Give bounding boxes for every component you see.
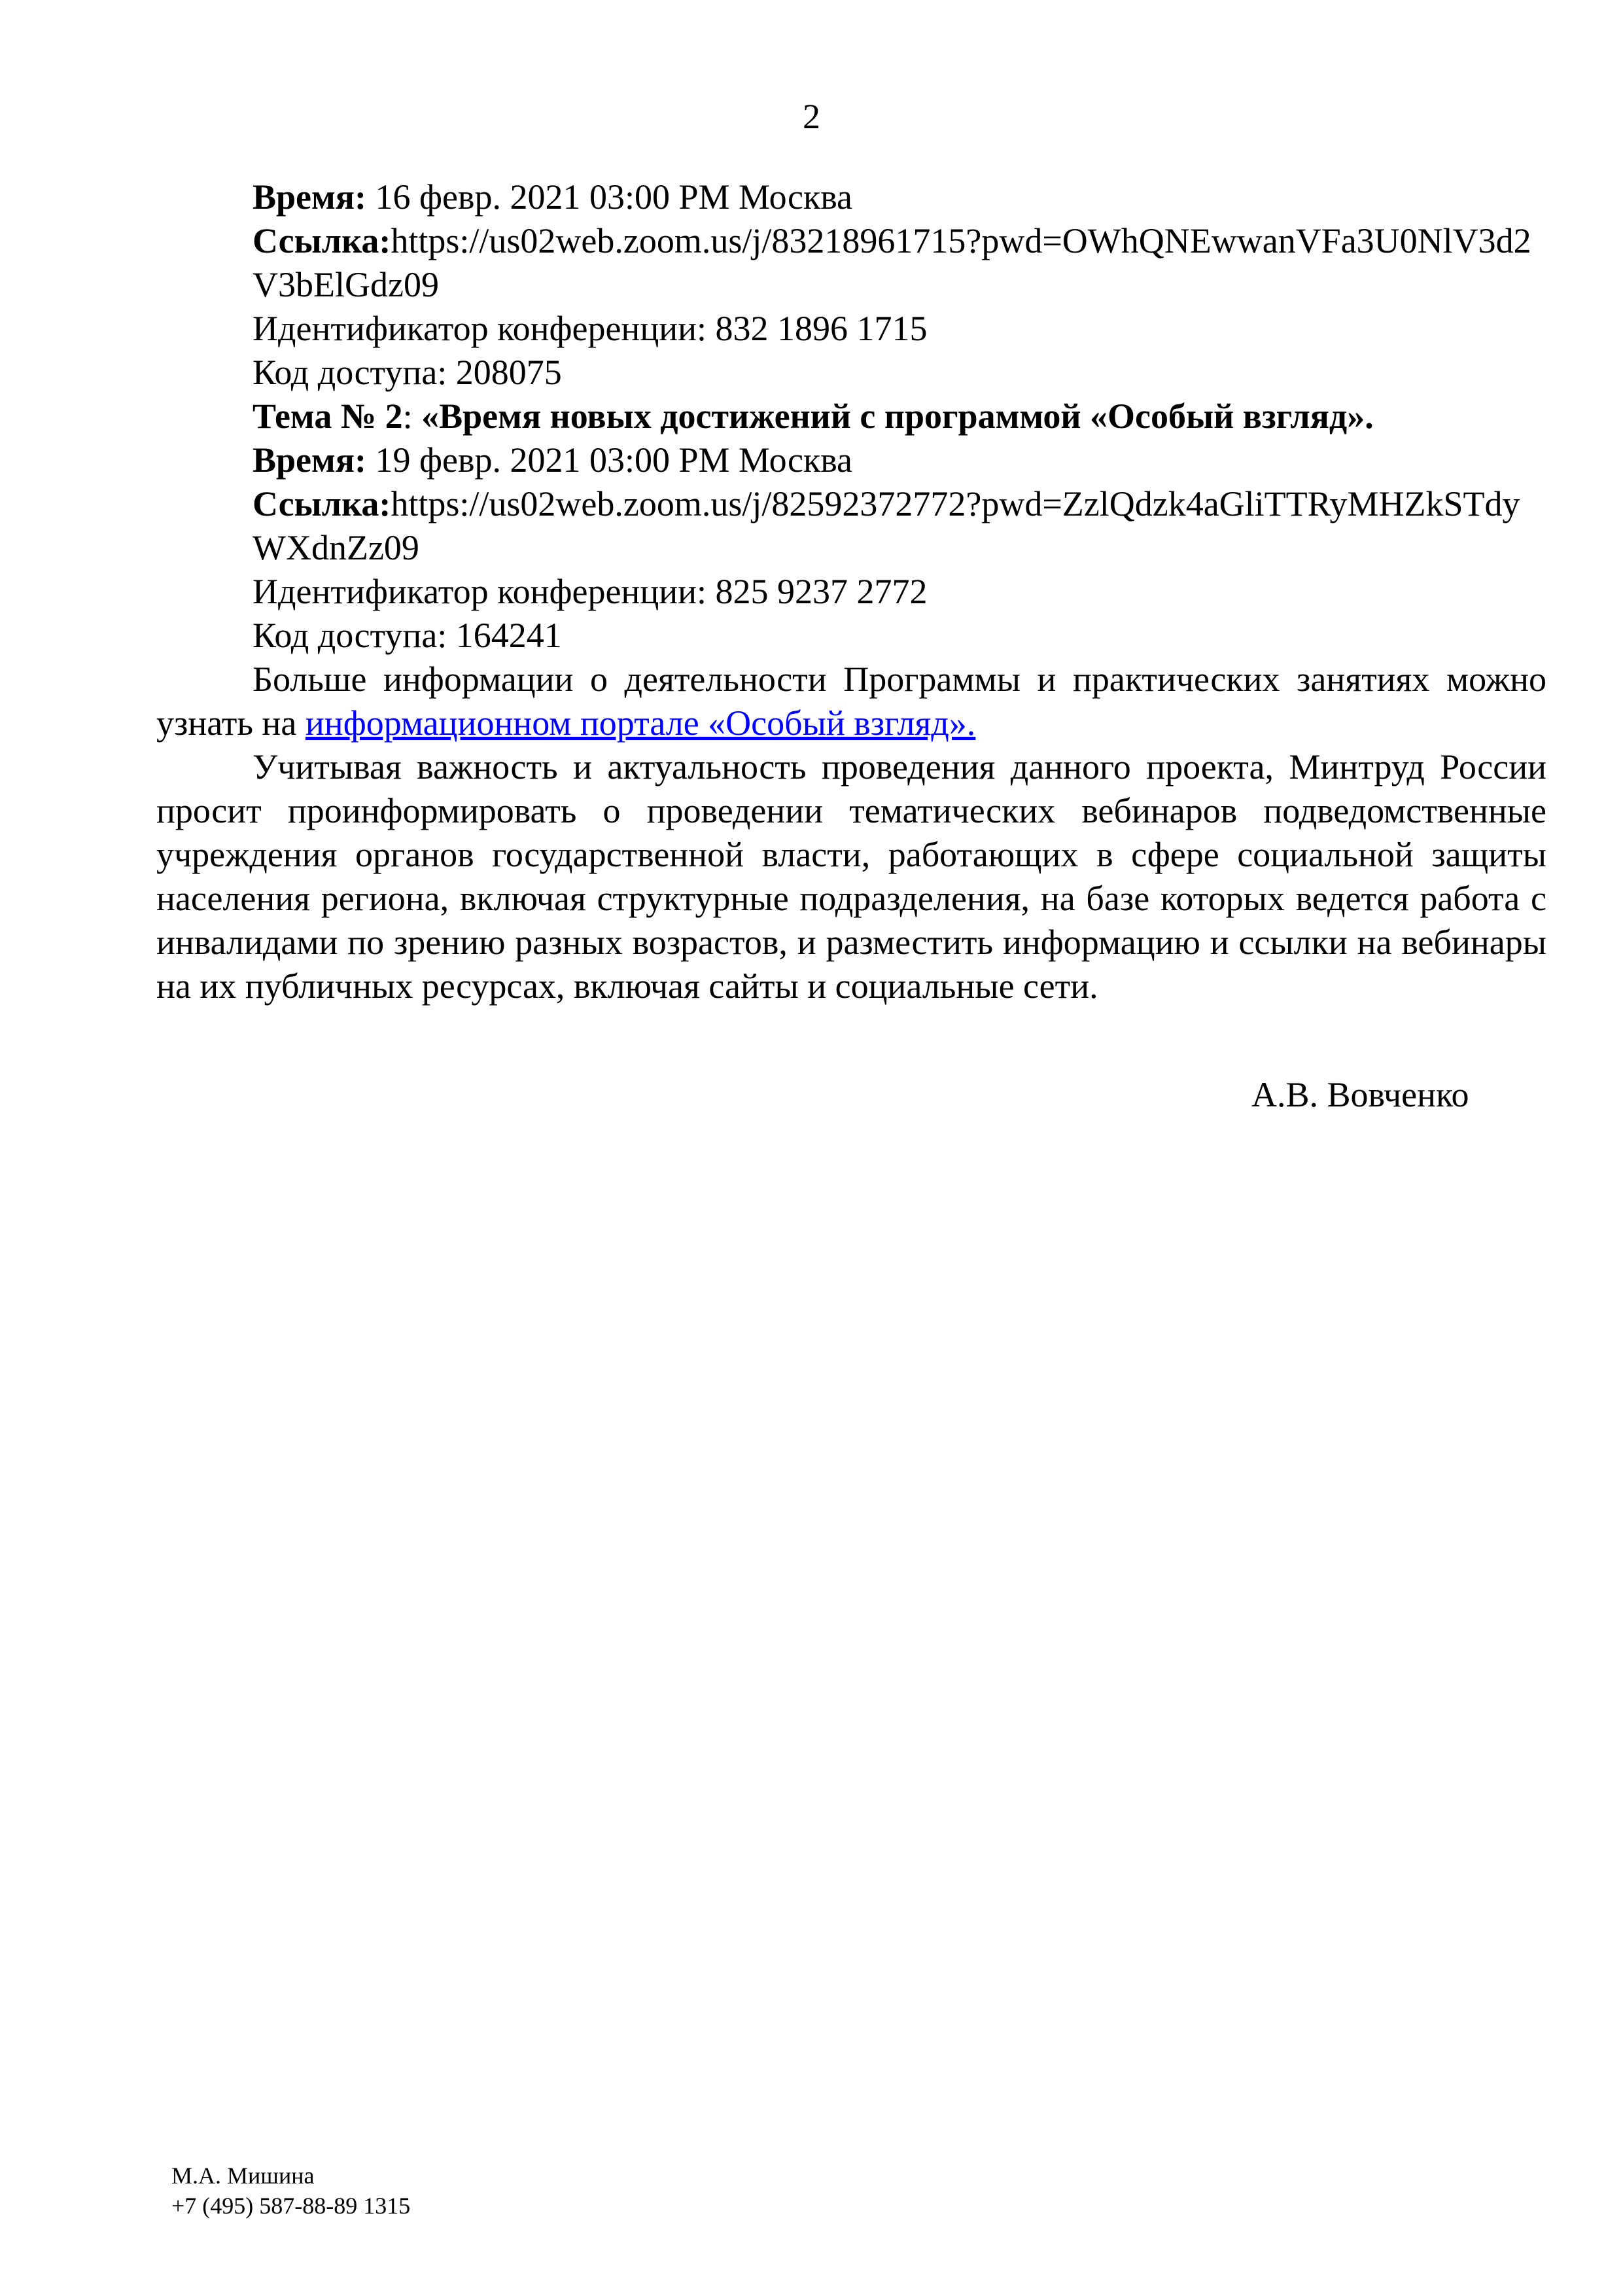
webinar1-conference-id: Идентификатор конференции: 832 1896 1715 [253, 309, 928, 348]
webinar2-time-label: Время: [253, 440, 366, 480]
executor-name: М.А. Мишина [171, 2163, 315, 2189]
webinar2-time [156, 438, 1546, 482]
topic2-title: «Время новых достижений с программой «Особый взгляд». [421, 397, 1374, 436]
signature: А.В. Вовченко [1251, 1075, 1469, 1114]
request-paragraph: Учитывая важность и актуальность проведения данного проекта, Минтруд России просит проинформировать о проведении тематических вебинаров подведомственные учреждения органов государственной власти, работающих в сфере социальной защиты населения региона, включая структурные подразделения, на базе которых ведется работа с инвалидами по зрению разных возрастов, и разместить информацию и ссылки на вебинары на их публичных ресурсах, включая сайты и социальные сети. [156, 747, 1546, 1006]
webinar2-conference-id: Идентификатор конференции: 825 9237 2772 [253, 572, 928, 611]
portal-link[interactable]: информационном портале «Особый взгляд». [305, 703, 976, 743]
webinar1-time-label: Время: [253, 177, 366, 217]
webinar1-time-value: 16 февр. 2021 03:00 PM Москва [366, 177, 852, 217]
more-info-text: Больше информации о деятельности Программы и практических занятиях можно узнать на [156, 660, 1546, 743]
topic2-label: Тема № 2 [253, 397, 403, 436]
topic2-heading [156, 395, 1546, 438]
webinar1-link [156, 219, 1546, 307]
webinar2-link-url[interactable]: https://us02web.zoom.us/j/82592372772?pwd=ZzlQdzk4aGliTTRyMHZkSTdyWXdnZz09 [253, 484, 1520, 567]
executor-phone: +7 (495) 587-88-89 1315 [171, 2193, 411, 2219]
footer [171, 2161, 410, 2221]
webinar2-access-code: Код доступа: 164241 [253, 616, 562, 655]
webinar2-link [156, 482, 1546, 570]
letter-body [156, 175, 1546, 1008]
webinar1-link-label: Ссылка: [253, 221, 391, 260]
more-info-paragraph [156, 658, 1546, 745]
webinar2-link-label: Ссылка: [253, 484, 391, 523]
webinar2-time-value: 19 февр. 2021 03:00 PM Москва [366, 440, 852, 480]
webinar1-time [156, 175, 1546, 219]
page-number: 2 [803, 97, 820, 136]
topic2-separator: : [402, 397, 422, 436]
webinar1-access-code: Код доступа: 208075 [253, 353, 562, 392]
webinar1-link-url[interactable]: https://us02web.zoom.us/j/83218961715?pwd=OWhQNEwwanVFa3U0NlV3d2V3bElGdz09 [253, 221, 1531, 304]
